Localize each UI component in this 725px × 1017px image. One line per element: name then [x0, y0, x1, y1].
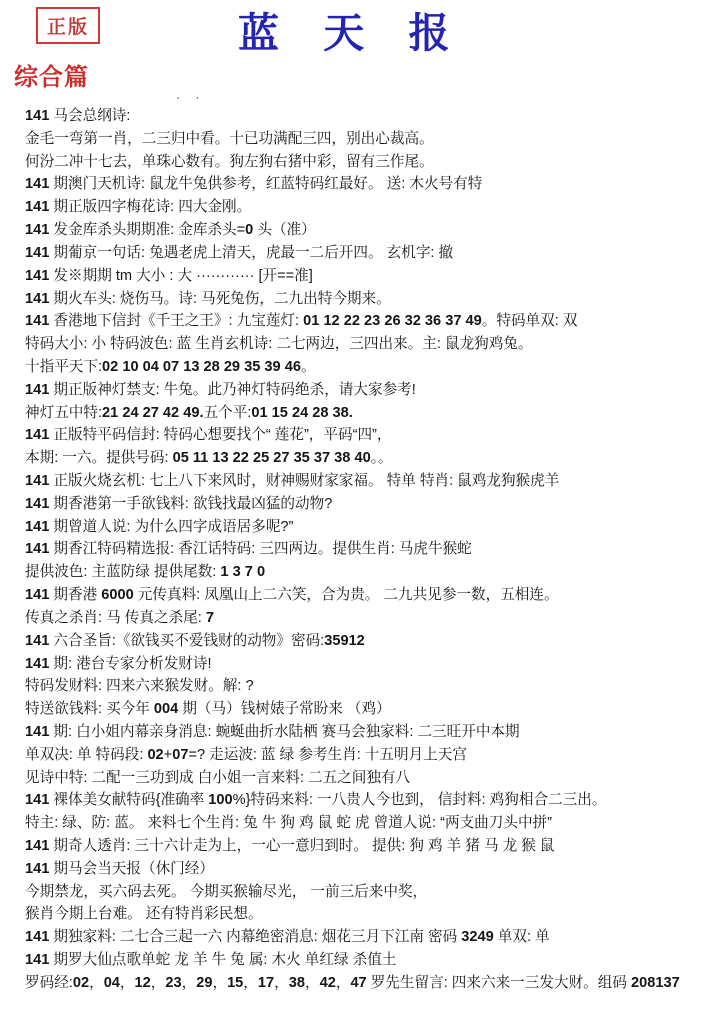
text-line-13: 神灯五中特:21 24 27 42 49.五个平:01 15 24 28 38. — [25, 404, 353, 421]
text-line-3: 141 期澳门天机诗: 鼠龙牛兔供参考，红蓝特码红最好。 送: 木火号有特 — [25, 176, 483, 193]
text-line-31: 特主: 绿、防: 蓝。 来料七个生肖: 兔 牛 狗 鸡 鼠 蛇 虎 曾道人说: “两支曲刀头中拼” — [25, 815, 553, 832]
text-line-21: 141 期香港 6000 元传真料: 凤凰山上二六笑，合为贵。 二九共见参一数，五相连。 — [25, 587, 559, 604]
text-line-12: 141 期正版神灯禁支: 牛兔。此乃神灯特码绝杀，请大家参考! — [25, 381, 416, 398]
authentic-stamp: 正版 — [36, 7, 100, 44]
text-line-27: 141 期: 白小姐内幕亲身消息: 蜿蜒曲折水陆栖 赛马会独家料: 二三旺开中本期 — [25, 723, 520, 740]
text-line-23: 141 六合圣旨:《欲钱买不爱钱财的动物》密码:35912 — [25, 632, 365, 649]
text-line-29: 见诗中特: 二配一三功到成 白小姐一言来料: 二五之间独有八 — [25, 769, 411, 786]
text-line-32: 141 期奇人透肖: 三十六计走为上，一心一意归到时。 提供: 狗 鸡 羊 猪 马 龙 猴 鼠 — [25, 838, 555, 854]
text-line-20: 提供波色: 主蓝防绿 提供尾数: 1 3 7 0 — [25, 564, 266, 581]
scan-artifact-dots: · · — [176, 90, 206, 104]
text-line-16: 141 正版火烧玄机: 七上八下来风时，财神赐财家家福。 特单 特肖: 鼠鸡龙狗猴虎羊 — [25, 473, 560, 489]
text-line-35: 猴肖今期上台难。 还有特肖彩民想。 — [25, 906, 263, 923]
text-line-22: 传真之杀肖: 马 传真之杀尾: 7 — [25, 609, 214, 626]
text-line-17: 141 期香港第一手欲钱料: 欲钱找最凶猛的动物? — [25, 495, 333, 512]
text-line-2: 何汾二冲十七去，单珠心数有。狗左狗右猪中彩，留有三作尾。 — [25, 153, 434, 170]
text-line-7: 141 发※期期 tm 大小 : 大 ············ [开==准] — [25, 267, 313, 284]
text-line-5: 141 发金库杀头期期准: 金库杀头=0 头（准） — [25, 222, 316, 239]
text-line-0: 141 马会总纲诗: — [25, 108, 131, 124]
text-line-18: 141 期曾道人说: 为什么四字成语居多呢?” — [25, 518, 294, 535]
section-heading: 综合篇 — [14, 64, 89, 91]
text-line-4: 141 期正版四字梅花诗: 四大金刚。 — [25, 199, 252, 216]
text-line-24: 141 期: 港台专家分析发财诗! — [25, 655, 212, 672]
text-line-30: 141 裸体美女献特码{准确率 100%}特码来料: 一八贵人今也到， 信封料: 鸡狗相合二三出。 — [25, 792, 607, 809]
text-line-9: 141 香港地下信封《千王之王》: 九宝莲灯: 01 12 22 23 26 32 36 37 49。特码单双: 双 — [25, 313, 578, 330]
text-line-6: 141 期葡京一句话: 兔遇老虎上清天，虎最一二后开四。 玄机字: 撤 — [25, 244, 454, 261]
text-line-14: 141 正版特平码信封: 特码心想要找个“ 莲花”，平码“四”， — [25, 427, 392, 444]
text-line-25: 特码发财料: 四来六来猴发财。解: ? — [25, 678, 254, 695]
text-line-11: 十指平天下:02 10 04 07 13 28 29 35 39 46。 — [25, 358, 316, 375]
text-line-33: 141 期马会当天报（休门经） — [25, 860, 214, 877]
text-line-1: 金毛一弯第一肖，二三归中看。十已功满配三四，别出心裁高。 — [25, 130, 434, 147]
text-line-34: 今期禁龙，买六码去死。 今期买猴输尽光， 一前三后来中奖， — [25, 883, 428, 900]
text-line-28: 单双决: 单 特码段: 02+07=? 走运波: 蓝 绿 参考生肖: 十五明月上天宫 — [25, 746, 467, 763]
text-line-38: 罗码经:02，04，12，23，29，15，17，38，42，47 罗先生留言: 四来六来一三发大财。组码 208137 — [25, 974, 680, 991]
text-line-26: 特送欲钱料: 买今年 004 期（马）钱树婊子常盼来 （鸡） — [25, 701, 391, 718]
page-title: 蓝 天 报 — [238, 10, 467, 56]
text-line-8: 141 期火车头: 烧伤马。诗: 马死兔伤，二九出特今期来。 — [25, 290, 391, 307]
text-line-10: 特码大小: 小 特码波色: 蓝 生肖玄机诗: 二七两边，三四出来。主: 鼠龙狗鸡兔。 — [25, 336, 533, 353]
text-line-15: 本期: 一六。提供号码: 05 11 13 22 25 27 35 37 38 40。。 — [25, 450, 393, 467]
body-text-block — [25, 105, 721, 995]
text-line-19: 141 期香江特码精选报: 香江话特码: 三四两边。提供生肖: 马虎牛猴蛇 — [25, 541, 472, 558]
text-line-37: 141 期罗大仙点歌单蛇 龙 羊 牛 兔 属: 木火 单红绿 杀值土 — [25, 952, 397, 969]
text-line-36: 141 期独家料: 二七合三起一六 内幕绝密消息: 烟花三月下江南 密码 3249 单双: 单 — [25, 929, 550, 946]
